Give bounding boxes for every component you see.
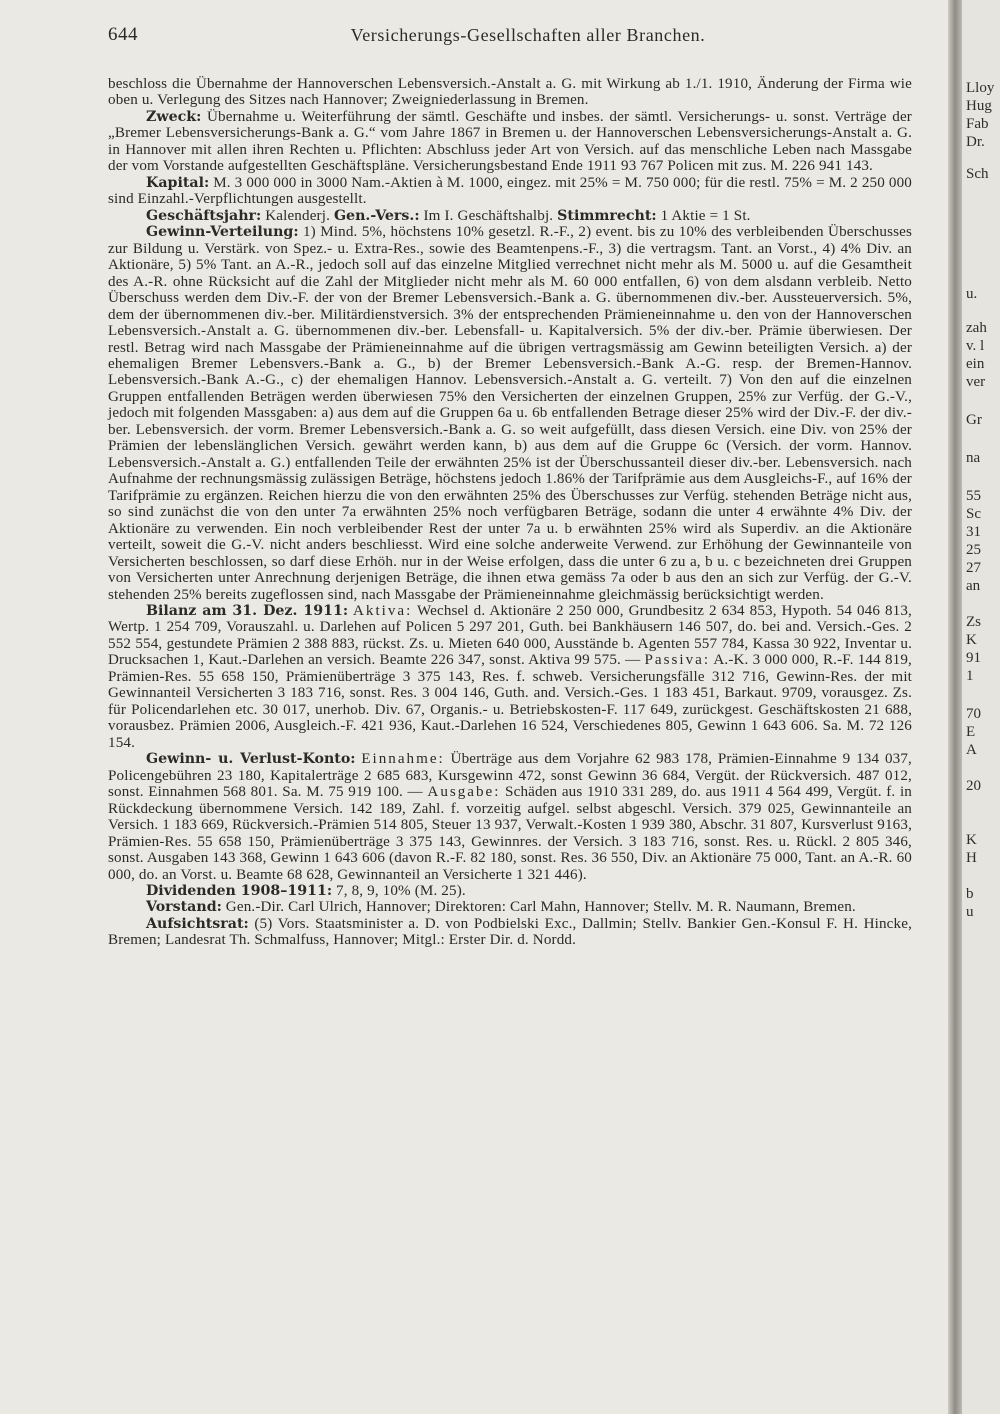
adjacent-fragment: Hug <box>966 98 992 114</box>
adjacent-fragment: Zs <box>966 614 981 630</box>
paragraph-text: A.-K. 3 000 000, R.-F. 144 819, Prämien-Res. 55 658 150, Prämienüberträge 3 375 143, Res. f. schweb. Versicherungsfälle 312 716, Gewinn-Res. der mit Gewinnanteil Versicherten 3 183 716, sonst. Res. 3 004 146, Guth. and. Versich.-Ges. 1 183 451, Barkaut. 9709, vorausgez. Zs. für Policendarlehen etc. 30 017, unerhob. Div. 67, Organis.- u. Betriebskosten-F. 117 649, zurückgest. Geschäftskosten 21 688, vorausbez. Prämien 2006, Ausgleich.-F. 421 936, Kaut.-Darlehen 16 524, Verschiedenes 805, Gewinn 1 643 606. Sa. M. 72 126 154. <box>108 652 912 751</box>
adjacent-fragment: Lloy <box>966 80 995 96</box>
adjacent-fragment: 20 <box>966 778 981 794</box>
adjacent-fragment: 1 <box>966 668 974 684</box>
adjacent-fragment: K <box>966 632 977 648</box>
paragraph-text: 7, 8, 9, 10% (M. 25). <box>336 882 466 899</box>
adjacent-fragment: 31 <box>966 524 981 540</box>
adjacent-fragment: Dr. <box>966 134 985 150</box>
label-aktiva: Aktiva: <box>353 603 413 619</box>
section-heading: Kapital: <box>146 174 210 191</box>
paragraph-text: (5) Vors. Staatsminister a. D. von Podbielski Exc., Dallmin; Stellv. Bankier Gen.-Konsul F. H. Hincke, Bremen; Landesrat Th. Schmalfuss, Hannover; Mitgl.: Erster Dir. d. Nordd. <box>108 915 912 949</box>
section-heading: Vorstand: <box>146 899 222 916</box>
paragraph-gewinn-verlust <box>108 751 912 883</box>
paragraph-text: Übernahme u. Weiterführung der sämtl. Geschäfte und insbes. der sämtl. Versicherungs- u. sonst. Verträge der „Bremer Lebensversicherungs-Bank a. G.“ vom Jahre 1867 in Bremen u. der Hannoverschen Lebensversicherungs-Anstalt a. G. in Hannover mit allen ihren Rechten u. Pflichten: Abschluss jeder Art von Versich. auf das menschliche Leben nach Massgabe der vom Vorstande aufgestellten Geschäftspläne. Versicherungsbestand Ende 1911 93 767 Policen mit zus. M. 226 941 143. <box>108 108 912 175</box>
paragraph-gewinn-verteilung <box>108 224 912 603</box>
running-head <box>108 24 908 50</box>
paragraph-text: 1 Aktie = 1 St. <box>660 207 751 224</box>
paragraph-geschaeftsjahr <box>108 208 912 224</box>
adjacent-fragment: 27 <box>966 560 981 576</box>
adjacent-fragment: 25 <box>966 542 981 558</box>
paragraph-aufsichtsrat <box>108 916 912 949</box>
section-heading: Gewinn- u. Verlust-Konto: <box>146 751 356 768</box>
section-heading: Aufsichtsrat: <box>146 915 249 932</box>
adjacent-fragment: 70 <box>966 706 981 722</box>
section-heading: Geschäftsjahr: <box>146 207 262 224</box>
adjacent-fragment: u <box>966 904 974 920</box>
book-gutter <box>948 0 962 1414</box>
paragraph-dividenden <box>108 883 912 899</box>
adjacent-fragment: an <box>966 578 981 594</box>
paragraph-zweck <box>108 109 912 175</box>
paragraph-intro <box>108 76 912 109</box>
label-ausgabe: Ausgabe: <box>427 784 501 801</box>
adjacent-fragment: H <box>966 850 977 866</box>
section-heading: Zweck: <box>146 108 202 125</box>
paragraph-kapital <box>108 175 912 208</box>
paragraph-text: 1) Mind. 5%, höchstens 10% gesetzl. R.-F., 2) event. bis zu 10% des verbleibenden Überschusses zur Bildung u. Verstärk. von Spez.- u. Extra-Res., sowie des Beamtenpens.-F., 3) die vertragsm. Tant. an Vorst., 4) 4% Div. an Aktionäre, 5) 5% Tant. an A.-R., jedoch soll auf das einzelne Mitglied verrechnet nicht mehr als M. 5000 u. auf die Gesamtheit des A.-R. ohne Rücksicht auf die Zahl der Mitglieder nicht mehr als M. 60 000 entfallen, 6) von dem alsdann verbleib. Netto Überschuss werden dem Div.-F. der von der Bremer Lebensversich.-Bank a. G. übernommenen div.-ber. Aussteuerversich. 5%, dem der übernommenen div.-ber. Militärdienstversich. 3% der entsprechenden Prämieneinnahme u. den von der Hannoverschen Lebensversich.-Anstalt a. G. übernommenen div.-ber. Lebensfall- u. Kapitalversich. 5% der div.-ber. Prämie überwiesen. Der restl. Betrag wird nach Massgabe der Prämieneinnahme auf die übrigen vertragsmässig am Gewinn beteiligten Versich. a) der ehemaligen Bremer Lebensvers.-Bank a. G., b) der Bremer Lebensversich.-Bank A.-G. resp. der Bremen-Hannov. Lebensversich.-Bank A.-G., c) der ehemaligen Hannov. Lebensversich.-Anstalt a. G. verteilt. 7) Von den auf die einzelnen Gruppen entfallenden Beträgen werden überwiesen 75% den Versicherten der einzelnen Gruppen, 25% zur Verfüg. der G.-V., jedoch mit folgenden Massgaben: a) aus dem auf die Gruppen 6a u. 6b entfallenden Betrage dieser 25% wird der Div.-F. der div.-ber. Lebensversich. der vorm. Bremer Lebensversich.-Bank a. G. so weit aufgefüllt, dass diesen Versich. eine Div. von 25% der Prämien der lebenslänglichen Versich. gewährt werden kann, b) aus dem auf die Gruppe 6c (Versich. der vorm. Hannov. Lebensversich.-Anstalt a. G.) entfallenden Teile der erwähnten 25% ist der Überschussanteil dieser div.-ber. Lebensversich. nach Aufnahme der rechnungsmässig zulässigen Beträge, höchstens jedoch 1.86% der Tarifprämie aus dem Ausgleichs-F., auf 16% der Tarifprämie zu ergänzen. Reichen hierzu die von den erwähnten 25% des Überschusses zur Verfüg. stehenden Beträge nicht aus, so sind zunächst die von den unter 7a erwähnten 25% noch verfügbaren Beträge, sodann die unter 4 erwähnte 4% Div. der Aktionäre zu verwenden. Ein noch verbleibender Rest der unter 7a u. b erwähnten 25% wird als Superdiv. an die Aktionäre verteilt, soweit die G.-V. nicht anders beschliesst. Wird eine solche anderweite Verwend. zur Erhöhung der Gewinnanteile von Versicherten beschlossen, so darf diese Erhöh. nur in der Weise erfolgen, dass die unter 6 zu a, b u. c bezeichneten drei Gruppen von Versicherten unter Anrechnung derjenigen Beträge, die ihnen etwa gemäss 7a oder b aus den an sich zur Verfüg. der G.-V. stehenden 25% bereits zugeflossen sind, nach Massgabe der Prämieneinnahme gleichmässig berücksichtigt werden. <box>108 224 912 603</box>
paragraph-vorstand <box>108 899 912 915</box>
section-heading: Dividenden 1908–1911: <box>146 882 333 899</box>
paragraph-text: Wechsel d. Aktionäre 2 250 000, Grundbesitz 2 634 853, Hypoth. 54 046 813, Wertp. 1 254 709, Vorauszahl. u. Darlehen auf Policen 5 297 201, Guth. bei Bankhäusern 146 507, do. bei and. Versich.-Ges. 2 552 554, gestundete Prämien 2 388 883, rückst. Zs. u. Mieten 640 000, Ausstände b. Agenten 557 784, Kassa 30 922, Inventar u. Drucksachen 1, Kaut.-Darlehen an versich. Beamte 226 347, sonst. Aktiva 99 575. — <box>108 603 912 669</box>
adjacent-page-edge <box>962 0 1000 1414</box>
paragraph-text: Im I. Geschäftshalbj. <box>423 207 554 224</box>
adjacent-fragment: zah <box>966 320 987 336</box>
section-heading: Gewinn-Verteilung: <box>146 224 299 241</box>
adjacent-fragment: K <box>966 832 977 848</box>
adjacent-fragment: ver <box>966 374 986 390</box>
label-einnahme: Einnahme: <box>361 751 445 768</box>
adjacent-fragment: Sch <box>966 166 989 182</box>
paragraph-text: Kalenderj. <box>265 207 330 224</box>
adjacent-fragment: A <box>966 742 977 758</box>
adjacent-fragment: 91 <box>966 650 981 666</box>
adjacent-fragment: Fab <box>966 116 989 132</box>
adjacent-fragment: b <box>966 886 974 902</box>
paragraph-text: Gen.-Dir. Carl Ulrich, Hannover; Direktoren: Carl Mahn, Hannover; Stellv. M. R. Naumann, Bremen. <box>225 899 856 916</box>
label-passiva: Passiva: <box>644 652 711 669</box>
adjacent-fragment: E <box>966 724 976 740</box>
page-title: Versicherungs-Gesellschaften aller Branchen. <box>350 25 706 45</box>
main-text <box>108 76 912 949</box>
adjacent-fragment: na <box>966 450 981 466</box>
adjacent-fragment: v. l <box>966 338 985 354</box>
section-heading: Bilanz am 31. Dez. 1911: <box>146 603 349 619</box>
adjacent-fragment: ein <box>966 356 985 372</box>
paragraph-bilanz <box>108 603 912 751</box>
adjacent-fragment: 55 <box>966 488 981 504</box>
section-heading: Gen.-Vers.: <box>333 207 420 224</box>
paragraph-text: beschloss die Übernahme der Hannoverschen Lebensversich.-Anstalt a. G. mit Wirkung ab 1./1. 1910, Änderung der Firma wie oben u. Verlegung des Sitzes nach Hannover; Zweigniederlassung in Bremen. <box>108 76 912 109</box>
paragraph-text: Schäden aus 1910 331 289, do. aus 1911 4 564 499, Vergüt. f. in Rückdeckung übernommene Versich. 142 189, Zahl. f. vorzeitig aufgel. selbst abgeschl. Versich. 379 025, Gewinnanteile an Versich. 1 183 669, Rückversich.-Prämien 514 805, Steuer 13 937, Verwalt.-Kosten 1 939 380, Abschr. 31 807, Kursverlust 9163, Prämien-Res. 55 658 150, Prämienüberträge 3 375 143, Gewinnres. der Versich. 3 183 716, sonst. Res. u. Rückl. 2 805 346, sonst. Ausgaben 143 368, Gewinn 1 643 606 (davon R.-F. 82 180, sonst. Res. 36 550, Div. an Aktionäre 75 000, Tant. an A.-R. 60 000, do. an Vorst. u. Beamte 68 628, Gewinnanteil an Versicherte 1 321 446). <box>108 784 912 883</box>
adjacent-fragment: Sc <box>966 506 981 522</box>
adjacent-fragment: Gr <box>966 412 982 428</box>
page-number: 644 <box>108 24 138 45</box>
section-heading: Stimmrecht: <box>557 207 657 224</box>
paragraph-text: Überträge aus dem Vorjahre 62 983 178, Prämien-Einnahme 9 134 037, Policengebühren 23 180, Kapitalerträge 2 685 683, Kursgewinn 472, sonst Gewinn 36 684, Vergüt. der Rückversich. 487 012, sonst. Einnahmen 568 801. Sa. M. 75 919 100. — <box>108 751 912 801</box>
adjacent-fragment: u. <box>966 286 978 302</box>
paragraph-text: M. 3 000 000 in 3000 Nam.-Aktien à M. 1000, eingez. mit 25% = M. 750 000; für die restl. 75% = M. 2 250 000 sind Einzahl.-Verpflichtungen ausgestellt. <box>108 174 912 208</box>
